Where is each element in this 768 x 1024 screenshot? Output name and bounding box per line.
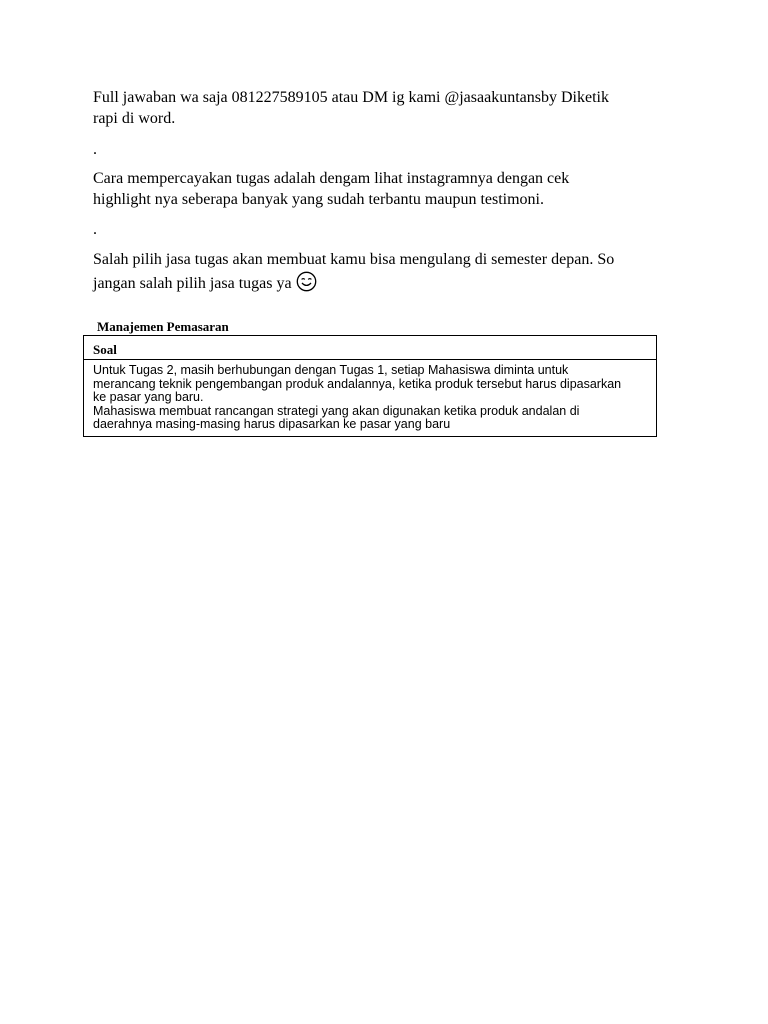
soal-header: Soal [84, 336, 656, 360]
contact-line-2: rapi di word. [93, 110, 176, 127]
contact-paragraph [93, 87, 673, 129]
trust-line-2: highlight nya seberapa banyak yang sudah terbantu maupun testimoni. [93, 191, 544, 208]
soal-table [83, 335, 657, 437]
soal-body [84, 360, 656, 436]
contact-line-1: Full jawaban wa saja 081227589105 atau DM ig kami @jasaakuntansby Diketik [93, 89, 609, 106]
warning-line-1: Salah pilih jasa tugas akan membuat kamu bisa mengulang di semester depan. So [93, 251, 615, 268]
warning-line-2 [93, 271, 317, 298]
separator-dot-1: . [93, 141, 97, 158]
warning-line-2-text: jangan salah pilih jasa tugas ya [93, 275, 292, 292]
trust-paragraph [93, 168, 673, 210]
smiling-face-emoji-icon [296, 271, 317, 298]
soal-line: merancang teknik pengembangan produk andalannya, ketika produk tersebut harus dipasarkan [93, 376, 622, 391]
soal-line: Mahasiswa membuat rancangan strategi yang akan digunakan ketika produk andalan di [93, 403, 580, 418]
separator-dot-2: . [93, 221, 97, 238]
warning-paragraph [93, 249, 668, 298]
soal-line: Untuk Tugas 2, masih berhubungan dengan Tugas 1, setiap Mahasiswa diminta untuk [93, 363, 569, 377]
table-title: Manajemen Pemasaran [97, 319, 229, 334]
soal-line: ke pasar yang baru. [93, 390, 204, 404]
soal-line: daerahnya masing-masing harus dipasarkan ke pasar yang baru [93, 417, 451, 431]
trust-line-1: Cara mempercayakan tugas adalah dengam lihat instagramnya dengan cek [93, 170, 570, 187]
